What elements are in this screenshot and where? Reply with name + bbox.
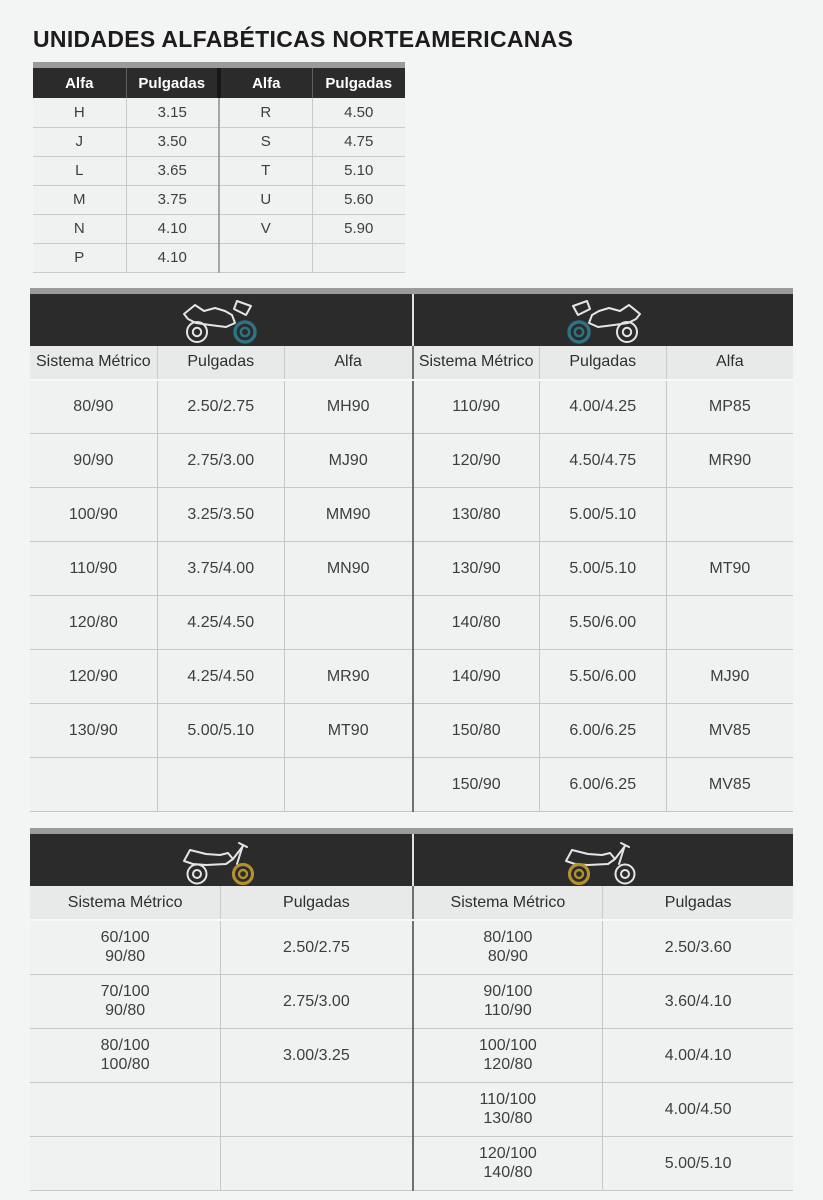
cell-line: 110/100 (479, 1091, 537, 1108)
table-cell (221, 1082, 412, 1136)
cell-line: 110/90 (484, 1002, 532, 1019)
table-cell: 3.60/4.10 (603, 974, 793, 1028)
table-row (33, 243, 405, 272)
table-row (33, 127, 405, 156)
table-cell (413, 1082, 603, 1136)
table-row (30, 1028, 412, 1082)
table-row (30, 488, 412, 542)
table-cell: 120/90 (30, 650, 157, 704)
offroad-left-table (30, 886, 412, 1191)
header-row (33, 68, 405, 98)
table-row (413, 704, 794, 758)
table-cell (413, 1028, 603, 1082)
street-right-head (413, 346, 794, 380)
cell-line: 140/80 (483, 1164, 533, 1181)
table-row (413, 1028, 794, 1082)
table-row (413, 920, 794, 974)
table-cell: MV85 (666, 758, 793, 812)
table-cell: 130/80 (413, 488, 540, 542)
street-tires-section (30, 288, 793, 813)
table-cell: 4.00/4.25 (539, 380, 666, 434)
table-cell: 6.00/6.25 (539, 704, 666, 758)
table-cell: 80/90 (30, 380, 157, 434)
table-cell: 140/80 (413, 596, 540, 650)
street-left-icon-banner (30, 294, 412, 346)
table-cell (413, 1136, 603, 1190)
table-cell: 2.75/3.00 (221, 974, 412, 1028)
offroad-left-icon-banner (30, 834, 412, 886)
column-header: Pulgadas (157, 346, 284, 380)
header-row (30, 346, 412, 380)
table-cell: T (219, 156, 312, 185)
street-right-icon-banner (412, 294, 794, 346)
table-cell: 5.10 (312, 156, 405, 185)
table-cell: 5.00/5.10 (539, 542, 666, 596)
column-header: Alfa (284, 346, 411, 380)
table-cell: 4.10 (126, 243, 219, 272)
alpha-units-table-block (33, 62, 405, 273)
offroad-right-body (413, 920, 794, 1190)
table-cell: 5.50/6.00 (539, 650, 666, 704)
alpha-table-body (33, 98, 405, 272)
cell-line: 100/100 (478, 1037, 537, 1054)
table-row (33, 98, 405, 127)
table-cell: MT90 (666, 542, 793, 596)
table-cell: 5.00/5.10 (539, 488, 666, 542)
table-cell: 90/90 (30, 434, 157, 488)
table-cell: 3.00/3.25 (221, 1028, 412, 1082)
offroad-right-table (412, 886, 794, 1191)
street-right-body (413, 380, 794, 812)
table-row (413, 434, 794, 488)
table-cell (666, 596, 793, 650)
cell-line: 90/100 (483, 983, 533, 1000)
table-cell: 3.65 (126, 156, 219, 185)
street-section-body (30, 294, 793, 813)
table-cell: 3.75/4.00 (157, 542, 284, 596)
table-cell: 5.00/5.10 (157, 704, 284, 758)
header-row (30, 886, 412, 920)
table-cell (30, 974, 221, 1028)
table-cell: 140/90 (413, 650, 540, 704)
column-header: Sistema Métrico (413, 886, 603, 920)
table-cell: V (219, 214, 312, 243)
cell-line: 90/80 (105, 1002, 146, 1019)
table-cell: MJ90 (666, 650, 793, 704)
table-cell: 4.50/4.75 (539, 434, 666, 488)
table-row (33, 214, 405, 243)
column-header: Alfa (33, 68, 126, 98)
column-header: Sistema Métrico (30, 886, 221, 920)
street-right-table-block (412, 294, 794, 813)
table-cell: 120/90 (413, 434, 540, 488)
offroad-right-table-block (412, 834, 794, 1191)
cell-line: 70/100 (100, 983, 150, 1000)
column-header: Pulgadas (603, 886, 793, 920)
table-cell (30, 920, 221, 974)
table-cell: 5.00/5.10 (603, 1136, 793, 1190)
cell-line: 80/100 (100, 1037, 150, 1054)
table-cell: 4.00/4.10 (603, 1028, 793, 1082)
table-cell: 110/90 (30, 542, 157, 596)
cell-line: 120/100 (478, 1145, 537, 1162)
table-row (413, 1082, 794, 1136)
column-header: Pulgadas (539, 346, 666, 380)
alpha-table-head (33, 68, 405, 98)
table-cell: 130/90 (30, 704, 157, 758)
table-row (30, 596, 412, 650)
cell-line: 90/80 (105, 948, 146, 966)
alpha-units-table (33, 68, 405, 273)
table-cell: 110/90 (413, 380, 540, 434)
column-header: Alfa (219, 68, 312, 98)
table-row (30, 434, 412, 488)
table-cell: P (33, 243, 126, 272)
offroad-section-body (30, 834, 793, 1191)
table-row (413, 974, 794, 1028)
table-cell: U (219, 185, 312, 214)
table-cell (312, 243, 405, 272)
table-cell (30, 1136, 221, 1190)
table-row (30, 650, 412, 704)
street-left-body (30, 380, 412, 812)
table-cell (30, 1028, 221, 1082)
table-row (33, 185, 405, 214)
header-row (413, 886, 794, 920)
table-cell: MJ90 (284, 434, 411, 488)
table-cell (666, 488, 793, 542)
table-row (30, 758, 412, 812)
page-title: UNIDADES ALFABÉTICAS NORTEAMERICANAS (33, 26, 574, 52)
table-cell: MT90 (284, 704, 411, 758)
offroad-left-head (30, 886, 412, 920)
table-cell: 3.25/3.50 (157, 488, 284, 542)
cell-line: 130/80 (483, 1110, 533, 1127)
table-cell: 150/80 (413, 704, 540, 758)
table-row (413, 650, 794, 704)
table-cell: J (33, 127, 126, 156)
table-row (413, 1136, 794, 1190)
sportbike-left-wheel-highlighted-icon (564, 296, 642, 344)
column-header: Sistema Métrico (30, 346, 157, 380)
cell-line: 80/100 (483, 929, 533, 947)
offroad-tires-section (30, 828, 793, 1191)
table-cell: MV85 (666, 704, 793, 758)
table-row (413, 380, 794, 434)
table-row (413, 758, 794, 812)
table-cell: 4.50 (312, 98, 405, 127)
table-cell: MR90 (666, 434, 793, 488)
table-row (30, 704, 412, 758)
table-cell: 100/90 (30, 488, 157, 542)
column-header: Pulgadas (126, 68, 219, 98)
offroad-left-body (30, 920, 412, 1190)
table-cell: MM90 (284, 488, 411, 542)
table-cell: 5.90 (312, 214, 405, 243)
table-cell: 3.15 (126, 98, 219, 127)
table-cell: 150/90 (413, 758, 540, 812)
table-cell: MR90 (284, 650, 411, 704)
dirtbike-front-wheel-highlighted-icon (182, 834, 260, 886)
table-cell: 4.10 (126, 214, 219, 243)
table-cell: 4.75 (312, 127, 405, 156)
street-left-table-block (30, 294, 412, 813)
table-cell: 5.60 (312, 185, 405, 214)
street-right-table (412, 346, 794, 813)
table-cell: 5.50/6.00 (539, 596, 666, 650)
table-cell: MH90 (284, 380, 411, 434)
table-cell (284, 596, 411, 650)
offroad-right-icon-banner (412, 834, 794, 886)
table-cell: H (33, 98, 126, 127)
table-cell: R (219, 98, 312, 127)
cell-line: 60/100 (100, 929, 150, 947)
table-cell (30, 758, 157, 812)
cell-line: 100/80 (100, 1056, 150, 1073)
table-cell (219, 243, 312, 272)
table-row (30, 920, 412, 974)
table-cell: 2.75/3.00 (157, 434, 284, 488)
table-cell: MN90 (284, 542, 411, 596)
table-cell (413, 920, 603, 974)
table-row (30, 1082, 412, 1136)
table-cell (30, 1082, 221, 1136)
table-row (30, 1136, 412, 1190)
table-row (33, 156, 405, 185)
column-header: Pulgadas (312, 68, 405, 98)
street-left-table (30, 346, 412, 813)
table-cell: 4.00/4.50 (603, 1082, 793, 1136)
street-left-head (30, 346, 412, 380)
table-cell: 3.75 (126, 185, 219, 214)
table-row (413, 596, 794, 650)
table-cell: MP85 (666, 380, 793, 434)
table-cell: 4.25/4.50 (157, 650, 284, 704)
dirtbike-rear-wheel-highlighted-icon (564, 834, 642, 886)
cell-line: 80/90 (487, 948, 528, 966)
table-cell: S (219, 127, 312, 156)
table-cell: 120/80 (30, 596, 157, 650)
table-cell (284, 758, 411, 812)
table-cell (157, 758, 284, 812)
table-cell: 130/90 (413, 542, 540, 596)
table-cell: 4.25/4.50 (157, 596, 284, 650)
table-row (413, 542, 794, 596)
table-cell: M (33, 185, 126, 214)
offroad-right-head (413, 886, 794, 920)
column-header: Sistema Métrico (413, 346, 540, 380)
header-row (413, 346, 794, 380)
table-cell: 2.50/3.60 (603, 920, 793, 974)
column-header: Pulgadas (221, 886, 412, 920)
cell-line: 120/80 (483, 1056, 533, 1073)
table-row (30, 380, 412, 434)
table-cell: N (33, 214, 126, 243)
table-cell: 2.50/2.75 (157, 380, 284, 434)
table-row (30, 974, 412, 1028)
table-row (413, 488, 794, 542)
table-cell: L (33, 156, 126, 185)
table-cell: 3.50 (126, 127, 219, 156)
table-cell: 6.00/6.25 (539, 758, 666, 812)
offroad-left-table-block (30, 834, 412, 1191)
table-cell (221, 1136, 412, 1190)
sportbike-right-wheel-highlighted-icon (182, 296, 260, 344)
column-header: Alfa (666, 346, 793, 380)
table-row (30, 542, 412, 596)
table-cell (413, 974, 603, 1028)
table-cell: 2.50/2.75 (221, 920, 412, 974)
